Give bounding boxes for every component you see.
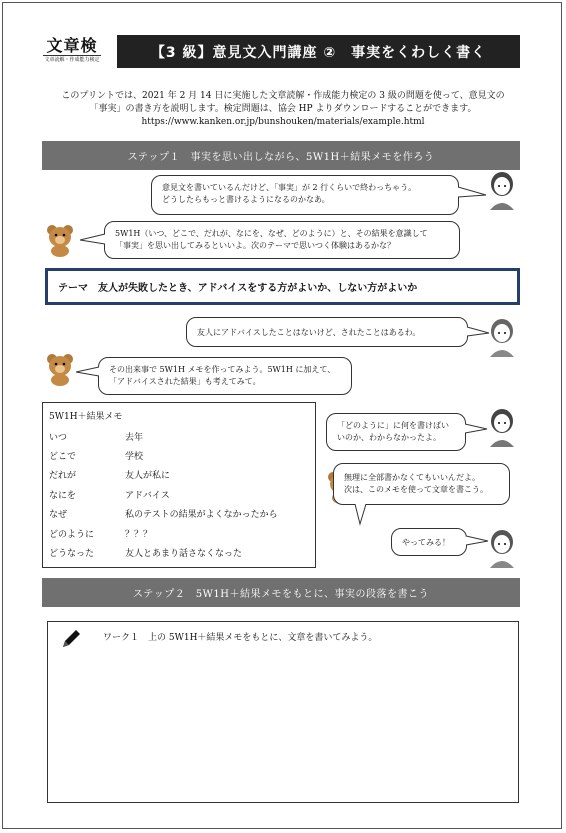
page-title: 【3 級】意見文入門講座 ② 事実をくわしく書く [117, 35, 520, 68]
memo-value: 去年 [125, 433, 144, 443]
bubble-text: どうしたらもっと書けるようになるのかなあ。 [162, 195, 330, 204]
bubble-text: 「アドバイスされた結果」も考えてみて。 [109, 377, 261, 386]
memo-row [49, 430, 309, 444]
bubble-text: いのか、わからなかったよ。 [337, 433, 441, 442]
bubble-tail [352, 504, 372, 526]
memo-row [49, 527, 309, 541]
bubble-text: 5W1H（いつ、どこで、だれが、なにを、なぜ、どのように）と、その結果を意識して [115, 229, 428, 238]
memo-value: 友人とあまり話さなくなった [125, 549, 243, 559]
logo-sub: 文章読解・作成能力検定 [44, 57, 100, 63]
bubble-text: 「事実」を思い出してみるといいよ。次のテーマで思いつく体験はあるかな？ [115, 241, 395, 250]
memo-row [49, 507, 309, 521]
bubble-text: 「どのように」に何を書けばい [337, 421, 449, 430]
memo-value: 私のテストの結果がよくなかったから [125, 510, 278, 520]
theme-box: テーマ 友人が失敗したとき、アドバイスをする方がよいか、しない方がよいか [45, 268, 520, 305]
memo-key: どのように [49, 530, 95, 540]
memo-value: 友人が私に [125, 471, 171, 481]
speech-bubble-student-2 [186, 317, 468, 347]
student-icon [486, 407, 518, 447]
step2-heading: ステップ２ 5W1H＋結果メモをもとに、事実の段落を書こう [42, 578, 520, 607]
bubble-text: 友人にアドバイスしたことはないけど、されたことはあるわ。 [197, 328, 421, 337]
speech-bubble-bear-1 [104, 221, 460, 259]
intro-line1: このプリントでは、2021 年 2 月 14 日に実施した文章読解・作成能力検定の 3 級の問題を使って、意見文の [61, 91, 505, 101]
speech-bubble-student-4 [391, 528, 467, 556]
logo [43, 37, 101, 69]
bubble-text: その出来事で 5W1H メモを作ってみよう。5W1H に加えて、 [109, 365, 336, 374]
step1-heading: ステップ１ 事実を思い出しながら、5W1H＋結果メモを作ろう [42, 141, 520, 170]
student-icon [486, 170, 518, 210]
memo-box [42, 402, 316, 568]
speech-bubble-student-1 [151, 175, 459, 215]
memo-row [49, 449, 309, 463]
work-instruction: ワーク１ 上の 5W1H＋結果メモをもとに、文章を書いてみよう。 [103, 633, 378, 643]
student-icon [486, 528, 518, 568]
memo-row [49, 488, 309, 502]
memo-row [49, 468, 309, 482]
logo-main: 文章検 [43, 37, 101, 56]
student-icon [486, 317, 518, 357]
bear-icon [45, 223, 75, 257]
memo-key: なにを [49, 491, 77, 501]
memo-key: だれが [49, 471, 77, 481]
memo-row [49, 546, 309, 560]
memo-key: なぜ [49, 510, 68, 520]
memo-value: ？？？ [125, 530, 153, 540]
memo-key: どうなった [49, 549, 95, 559]
memo-value: アドバイス [125, 491, 170, 501]
pencil-icon [60, 628, 82, 650]
intro-text [44, 90, 522, 129]
speech-bubble-bear-3 [333, 463, 510, 505]
speech-bubble-bear-2 [98, 357, 352, 395]
intro-url: https://www.kanken.or.jp/bunshouken/materials/example.html [141, 117, 425, 127]
bubble-tail [80, 232, 106, 246]
intro-line2: 「事実」の書き方を説明します。検定問題は、協会 HP よりダウンロードすることができます。 [89, 104, 477, 114]
bubble-tail [76, 366, 100, 378]
bubble-text: 次は、このメモを使って文章を書こう。 [344, 485, 488, 494]
work-area[interactable] [47, 621, 519, 803]
memo-key: いつ [49, 433, 68, 443]
bubble-tail [458, 185, 488, 199]
bubble-text: 意見文を書いているんだけど、「事実」が 2 行くらいで終わっちゃう。 [162, 183, 417, 192]
bubble-text: 無理に全部書かなくてもいいんだよ。 [344, 473, 480, 482]
memo-title: 5W1H＋結果メモ [49, 412, 123, 422]
speech-bubble-student-3 [326, 413, 466, 451]
memo-key: どこで [49, 452, 77, 462]
memo-value: 学校 [125, 452, 144, 462]
bear-icon [45, 352, 75, 386]
bubble-text: やってみる！ [402, 538, 450, 547]
